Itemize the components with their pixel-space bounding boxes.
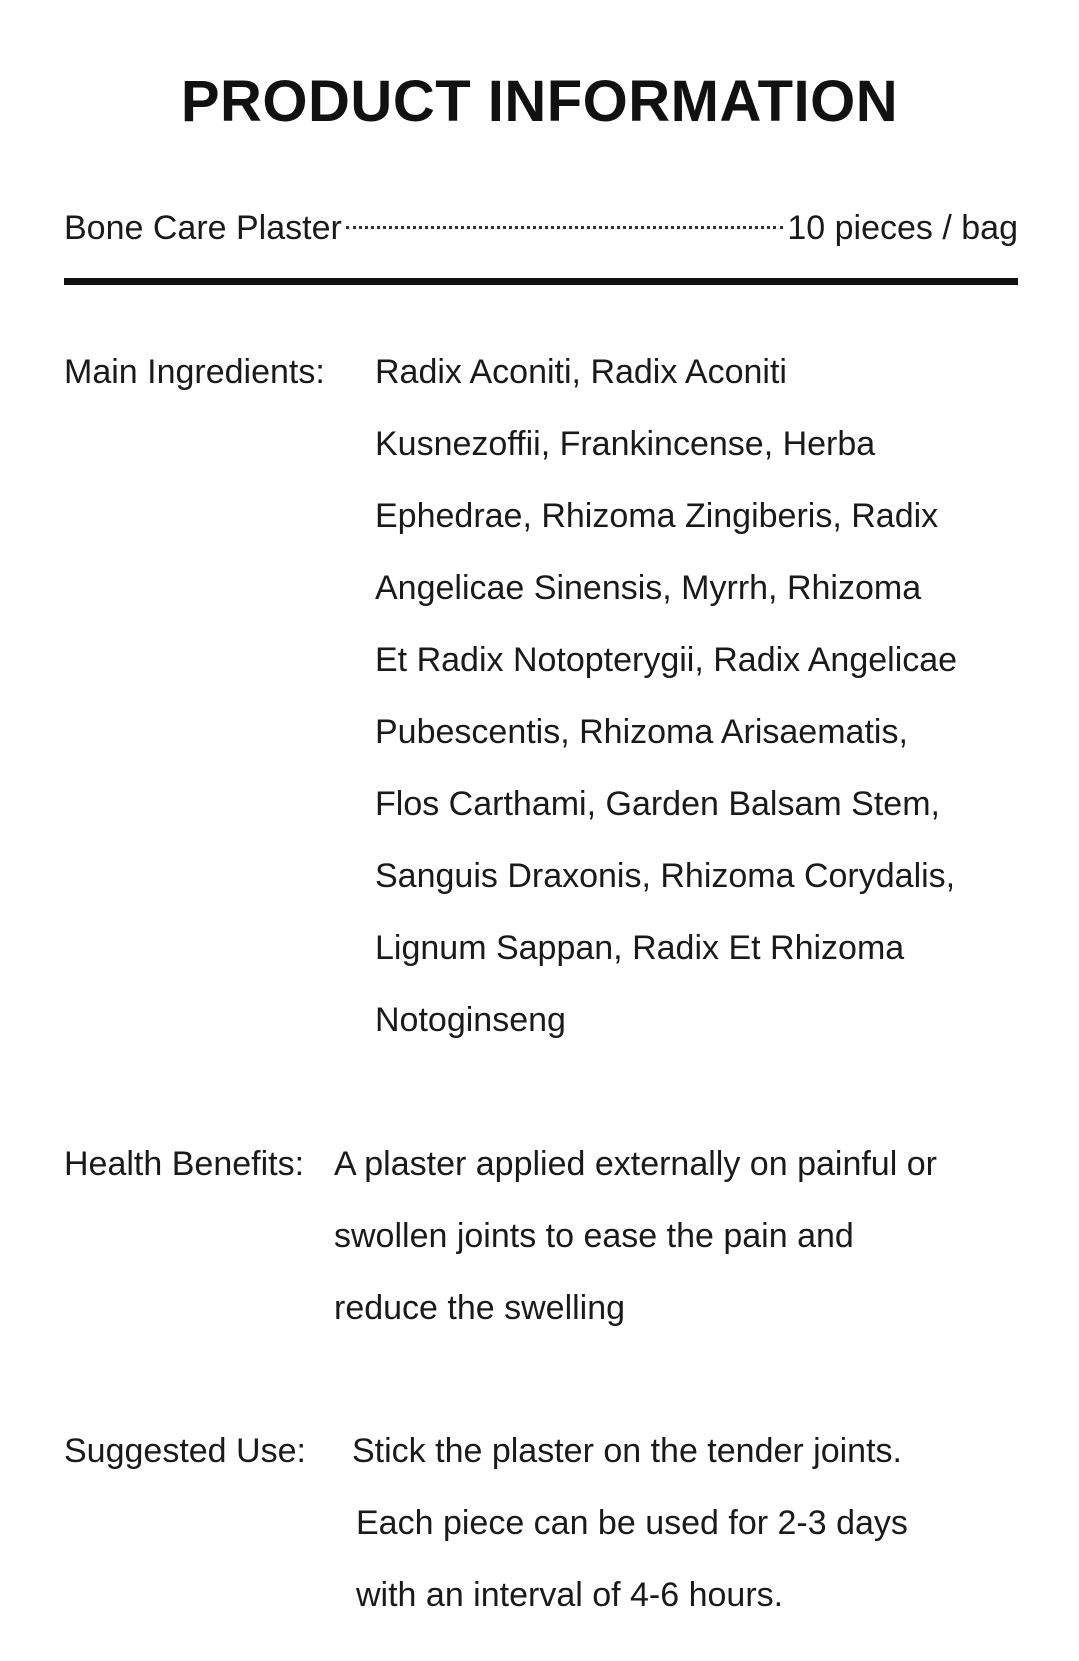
benefits-label: Health Benefits:	[64, 1145, 305, 1183]
ingredients-line: Notoginseng	[375, 1001, 566, 1039]
benefits-line: A plaster applied externally on painful or	[334, 1145, 937, 1183]
ingredients-line: Flos Carthami, Garden Balsam Stem,	[375, 785, 940, 823]
ingredients-line: Kusnezoffii, Frankincense, Herba	[375, 425, 876, 463]
ingredients-line: Lignum Sappan, Radix Et Rhizoma	[375, 929, 905, 967]
benefits-text	[334, 1128, 937, 1344]
usage-text	[352, 1415, 908, 1631]
product-quantity: 10 pieces / bag	[787, 209, 1018, 247]
ingredients-line: Angelicae Sinensis, Myrrh, Rhizoma	[375, 569, 922, 607]
usage-line: Each piece can be used for 2-3 days	[356, 1504, 908, 1542]
ingredients-text	[375, 336, 957, 1056]
usage-line: Stick the plaster on the tender joints.	[352, 1432, 902, 1470]
product-name: Bone Care Plaster	[64, 209, 342, 247]
ingredients-line: Sanguis Draxonis, Rhizoma Corydalis,	[375, 857, 956, 895]
benefits-line: reduce the swelling	[334, 1289, 626, 1327]
page-title: PRODUCT INFORMATION	[180, 69, 899, 134]
ingredients-label: Main Ingredients:	[64, 353, 325, 391]
product-line	[64, 206, 1018, 250]
divider	[64, 278, 1018, 285]
ingredients-line: Radix Aconiti, Radix Aconiti	[375, 353, 787, 391]
ingredients-line: Et Radix Notopterygii, Radix Angelicae	[375, 641, 958, 679]
usage-label: Suggested Use:	[64, 1432, 306, 1470]
benefits-line: swollen joints to ease the pain and	[334, 1217, 854, 1255]
ingredients-line: Pubescentis, Rhizoma Arisaematis,	[375, 713, 908, 751]
usage-line: with an interval of 4-6 hours.	[356, 1576, 784, 1614]
dot-leader	[346, 226, 784, 229]
ingredients-line: Ephedrae, Rhizoma Zingiberis, Radix	[375, 497, 939, 535]
